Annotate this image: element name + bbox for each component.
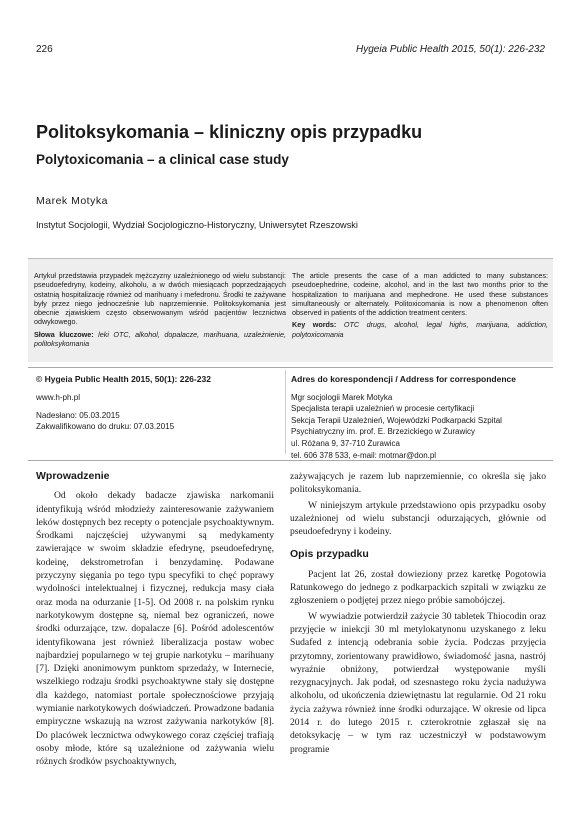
paragraph: W niniejszym artykule przedstawiono opis przypadku osoby uzależnionej od wielu substancji odurzających, głównie od pseudoefedryny i kodeiny. — [290, 499, 546, 538]
submitted-date: Nadesłano: 05.03.2015 — [36, 411, 120, 420]
paragraph: zażywających je razem lub naprzemiennie, co określa się jako politoksykomania. — [290, 471, 546, 496]
journal-url[interactable]: www.h-ph.pl — [36, 393, 81, 402]
abstract-english-text: The article presents the case of a man addicted to many substances: pseudoephedrine, codeine, alcohol, and in the last two months prior to the hospitalization to marijuana and mephedrone. He used these substances simultaneously or alternately. Politoxicomania is now a phenomenon often observed in patients of the addiction treatment centers. — [292, 271, 548, 318]
author-affiliation: Instytut Socjologii, Wydział Socjologiczno-Historyczny, Uniwersytet Rzeszowski — [36, 220, 358, 230]
abstract-polish — [34, 271, 286, 348]
paragraph: W wywiadzie potwierdził zażycie 30 tabletek Thiocodin oraz przyjęcie w iniekcji 30 ml metylokatynonu uzyskanego z leku Sudafed z intencją odebrania sobie życia. Podczas przyjęcia przytomny, zorientowany prawidłowo, świadomość jasna, nastrój wyraźnie obniżony, potwierdzał występowanie myśli rezygnacyjnych. Jak podał, od szesnastego roku życia nadużywa alkoholu, od ukończenia dziewiętnastu lat regularnie. Od 21 roku życia zażywa również inne środki odurzające. W okresie od lipca 2014 r. do lutego 2015 r. czterokrotnie zgłaszał się na detoksykację – w tym raz uczestniczył w podstawowym programie — [290, 610, 546, 755]
correspondence-line: Psychiatryczny im. prof. E. Brzezickiego w Żurawicy — [291, 427, 476, 437]
keywords-polish-label: Słowa kluczowe: — [34, 329, 94, 339]
abstract-box — [28, 258, 553, 362]
keywords-english — [292, 320, 548, 339]
paragraph: Od około dekady badacze zjawiska narkomanii identyfikują wśród młodzieży zainteresowanie zażywaniem leków dostępnych bez recepty o potencjale psychoaktywnym. Środkami najczęściej używanymi są medykamenty zawierające w swoim składzie efedrynę, pseudoefedrynę, kodeinę, dekstrometrofan i benzydaminę. Podawane przyczyny sięgania po tego typu specyfiki to chęć poprawy wydolności intelektualnej i fizycznej, redukcja masy ciała oraz moda na odurzanie [1-5]. Od 2008 r. na polskim rynku narkotykowym dostępne są, niemal bez ograniczeń, nowe środki odurzające, tzw. dopalacze [6]. Pośród adolescentów identyfikowana jest również liberalizacja postaw wobec najbardziej popularnego w tej grupie narkotyku – marihuany [7]. Dzięki anonimowym punktom sprzedaży, w Internecie, wszelkiego rodzaju środki psychoaktywne stały się dostępne dla każdego, natomiast portale społecznościowe przyjają wymianie narkotykowych doświadczeń. Prowadzone badania empiryczne wskazują na wzrost zażywania narkotyków [8]. Do placówek lecznictwa odwykowego coraz częściej trafiają osoby młode, które są uzależnione od zażywania wielu różnych środków psychoaktywnych, — [36, 490, 274, 768]
correspondence-name: Mgr socjologii Marek Motyka — [291, 392, 393, 402]
publication-info — [36, 374, 266, 432]
body-column-right — [290, 470, 546, 758]
keywords-english-label: Key words: — [292, 320, 337, 330]
page-number: 226 — [36, 44, 53, 55]
citation: © Hygeia Public Health 2015, 50(1): 226-232 — [36, 374, 211, 384]
abstract-polish-text: Artykuł przedstawia przypadek mężczyzny uzależnionego od wielu substancji: pseudoefedryny, kodeiny, alkoholu, a w dwóch miesiącach poprzedzających ostatnią hospitalizację również od marihuany i mefedronu. Środki te zażywane były przez niego jednocześnie lub naprzemiennie. Politoksykomania jest obecnie zjawiskiem często obserwowanym wśród pacjentów lecznictwa odwykowego. — [34, 271, 286, 327]
correspondence-info — [291, 374, 553, 461]
correspondence-heading: Adres do korespondencji / Address for correspondence — [291, 374, 516, 384]
author-name: Marek Motyka — [36, 195, 108, 207]
correspondence-line: Specjalista terapii uzależnień w procesie certyfikacji — [291, 404, 475, 414]
paragraph: Pacjent lat 26, został dowieziony przez karetkę Pogotowia Ratunkowego do jednego z podkarpackich szpitali w związku ze zgłoszeniem o podjętej przez niego próbie samobójczej. — [290, 568, 546, 607]
correspondence-line: Sekcja Terapii Uzależnień, Wojewódzki Podkarpacki Szpital — [291, 415, 502, 425]
keywords-polish — [34, 330, 286, 349]
section-heading-case: Opis przypadku — [290, 548, 369, 561]
keywords-polish-list: leki OTC, alkohol, dopalacze, marihuana, uzależnienie, politoksykomania — [34, 329, 286, 349]
page-header — [36, 44, 545, 55]
divider — [28, 367, 553, 368]
accepted-date: Zakwalifikowano do druku: 07.03.2015 — [36, 422, 175, 431]
divider — [28, 460, 553, 461]
column-divider — [285, 370, 286, 454]
body-column-left — [36, 470, 274, 771]
keywords-english-list: OTC drugs, alcohol, legal highs, marijuana, addiction, polytoxicomania — [292, 320, 548, 339]
correspondence-line: ul. Różana 9, 37-710 Żurawica — [291, 438, 400, 448]
article-title: Politoksykomania – kliniczny opis przypadku — [36, 122, 423, 142]
section-heading-introduction: Wprowadzenie — [36, 470, 110, 482]
article-subtitle: Polytoxicomania – a clinical case study — [36, 152, 289, 167]
abstract-english — [292, 271, 548, 339]
correspondence-contact[interactable]: tel. 606 378 533, e-mail: motmar@don.pl — [291, 450, 437, 460]
journal-reference: Hygeia Public Health 2015, 50(1): 226-232 — [355, 44, 545, 55]
